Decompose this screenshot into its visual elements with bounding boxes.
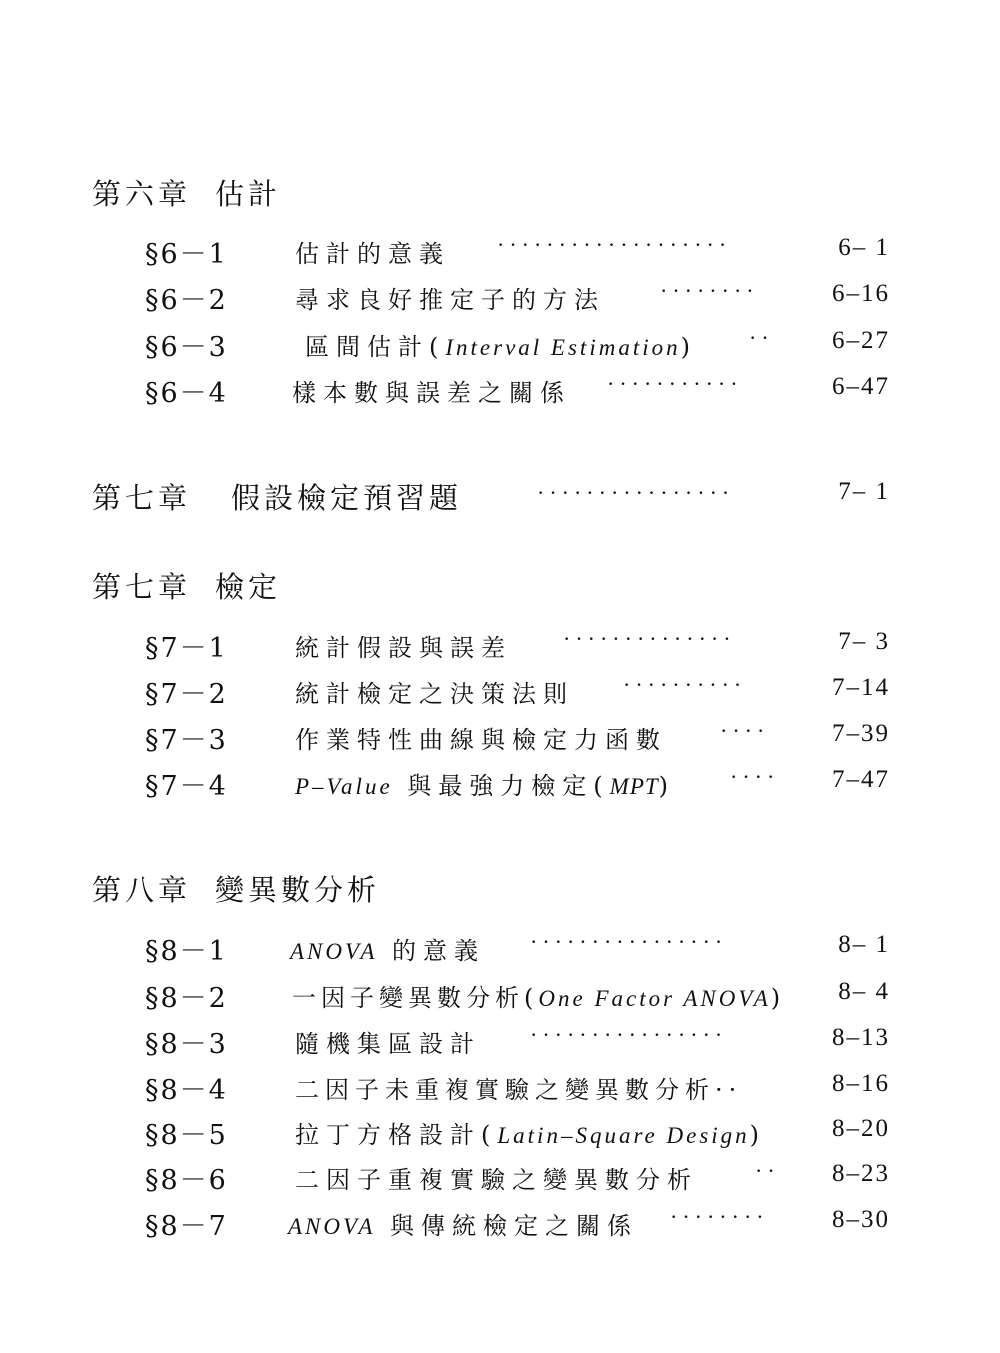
leader-dots: ················: [530, 929, 728, 954]
section-title-en: Latin–Square Design: [497, 1123, 750, 1148]
section-title-cn: 拉丁方格設計(: [295, 1121, 498, 1149]
section-title: 統計假設與誤差: [295, 634, 512, 662]
toc-entry-8-1[interactable]: [145, 929, 890, 965]
chapter-7-preview-page-number: 7– 1: [838, 478, 890, 505]
leader-dots: ··: [749, 325, 774, 350]
toc-entry-7-4[interactable]: [145, 764, 890, 800]
section-number: §7－3: [145, 725, 228, 756]
leader-dots: ········: [670, 1204, 769, 1229]
section-title: 樣本數與誤差之關係: [292, 379, 571, 407]
toc-entry-8-4[interactable]: [145, 1068, 890, 1104]
section-title-end: ): [680, 333, 697, 361]
leader-dots: ··: [755, 1158, 780, 1183]
section-title: 估計的意義: [295, 240, 450, 268]
chapter-8-label: 第八章: [92, 873, 192, 907]
leader-dots: ··············: [563, 626, 736, 651]
chapter-8-heading: [92, 868, 380, 909]
section-title: [288, 1206, 638, 1241]
chapter-7-title: 檢定: [215, 570, 282, 604]
section-title: [295, 1115, 766, 1150]
page-number: 8–23: [832, 1160, 890, 1187]
chapter-7-preview-label: 第七章: [92, 481, 192, 515]
page-number: 8–16: [832, 1070, 890, 1097]
leader-dots: ···················: [497, 232, 732, 257]
section-title: 隨機集區設計: [295, 1030, 481, 1058]
toc-entry-8-6[interactable]: [145, 1158, 890, 1194]
chapter-7-heading: [92, 565, 281, 606]
section-title-cn: 與傳統檢定之關係: [375, 1212, 639, 1240]
page-number: 6–16: [832, 280, 890, 307]
chapter-6-label: 第六章: [92, 177, 192, 211]
section-title: [305, 327, 697, 362]
chapter-6-title: 估計: [215, 177, 282, 211]
section-number: §7－2: [145, 679, 228, 710]
leader-dots: ····: [730, 764, 780, 789]
section-title-en: Interval Estimation: [445, 335, 681, 360]
leader-dots: ····: [720, 718, 770, 743]
section-title: [295, 766, 675, 801]
section-number: §8－2: [145, 983, 228, 1014]
section-number: §8－7: [145, 1211, 228, 1242]
section-title-en: ANOVA: [290, 939, 378, 964]
section-title-en: One Factor ANOVA: [538, 986, 771, 1011]
section-number: §7－4: [145, 771, 228, 802]
toc-entry-8-5[interactable]: [145, 1113, 890, 1149]
section-number: §6－4: [145, 378, 228, 409]
chapter-7-preview-title: 假設檢定預習題: [231, 481, 463, 515]
section-title: [290, 931, 485, 966]
toc-entry-7-2[interactable]: [145, 672, 890, 708]
section-number: §8－1: [145, 936, 228, 967]
page-number: 7–47: [832, 766, 890, 793]
section-number: §8－6: [145, 1165, 228, 1196]
chapter-8-title: 變異數分析: [215, 873, 381, 907]
section-number: §8－3: [145, 1029, 228, 1060]
section-number: §6－3: [145, 332, 228, 363]
section-number: §6－1: [145, 239, 228, 270]
section-title: 尋求良好推定子的方法: [295, 286, 605, 314]
section-title-en-2: MPT: [609, 774, 659, 799]
section-title: 二因子重複實驗之變異數分析: [295, 1166, 698, 1194]
toc-entry-6-3[interactable]: [145, 325, 890, 361]
toc-entry-6-4[interactable]: [145, 371, 890, 407]
page-number: 6– 1: [838, 234, 890, 261]
leader-dots: ···········: [607, 371, 743, 396]
page-number: 8– 1: [838, 931, 890, 958]
toc-entry-8-2[interactable]: [145, 976, 890, 1012]
chapter-6-heading: [92, 172, 281, 213]
page-number: 8–30: [832, 1206, 890, 1233]
section-title-cn: 一因子變異數分析(: [292, 984, 539, 1012]
leader-dots: ········: [660, 278, 759, 303]
leader-dots: ··········: [623, 672, 747, 697]
section-title: 作業特性曲線與檢定力函數: [295, 726, 667, 754]
chapter-7-preview-heading[interactable]: [92, 476, 462, 517]
section-title-end: ): [770, 984, 786, 1012]
toc-entry-6-1[interactable]: [145, 232, 890, 268]
page-number: 8–20: [832, 1115, 890, 1142]
chapter-7-label: 第七章: [92, 570, 192, 604]
section-title-end: ): [749, 1121, 767, 1149]
chapter-7-preview-leader-dots: ················: [537, 480, 735, 505]
page-number: 7– 3: [838, 628, 890, 655]
page-number: 7–39: [832, 720, 890, 747]
leader-dots: ················: [530, 1022, 728, 1047]
page-number: 7–14: [832, 674, 890, 701]
toc-entry-6-2[interactable]: [145, 278, 890, 314]
section-title-cn: 與最強力檢定(: [392, 772, 610, 800]
toc-entry-8-3[interactable]: [145, 1022, 890, 1058]
page-number: 6–27: [832, 327, 890, 354]
section-title-cn: 區間估計(: [305, 333, 446, 361]
section-title: 二因子未重複實驗之變異數分析··: [295, 1076, 743, 1104]
section-number: §8－5: [145, 1120, 228, 1151]
section-title-cn: 的意義: [377, 937, 486, 965]
section-title-end: ): [658, 772, 676, 800]
section-number: §6－2: [145, 285, 228, 316]
toc-entry-8-7[interactable]: [145, 1204, 890, 1240]
section-title: 統計檢定之決策法則: [295, 680, 574, 708]
section-title-en: ANOVA: [288, 1214, 376, 1239]
section-number: §7－1: [145, 633, 228, 664]
page-number: 8–13: [832, 1024, 890, 1051]
page-number: 6–47: [832, 373, 890, 400]
page-number: 8– 4: [838, 978, 890, 1005]
toc-entry-7-3[interactable]: [145, 718, 890, 754]
section-number: §8－4: [145, 1075, 228, 1106]
toc-entry-7-1[interactable]: [145, 626, 890, 662]
section-title-en: P–Value: [295, 774, 393, 799]
section-title: [292, 978, 785, 1013]
